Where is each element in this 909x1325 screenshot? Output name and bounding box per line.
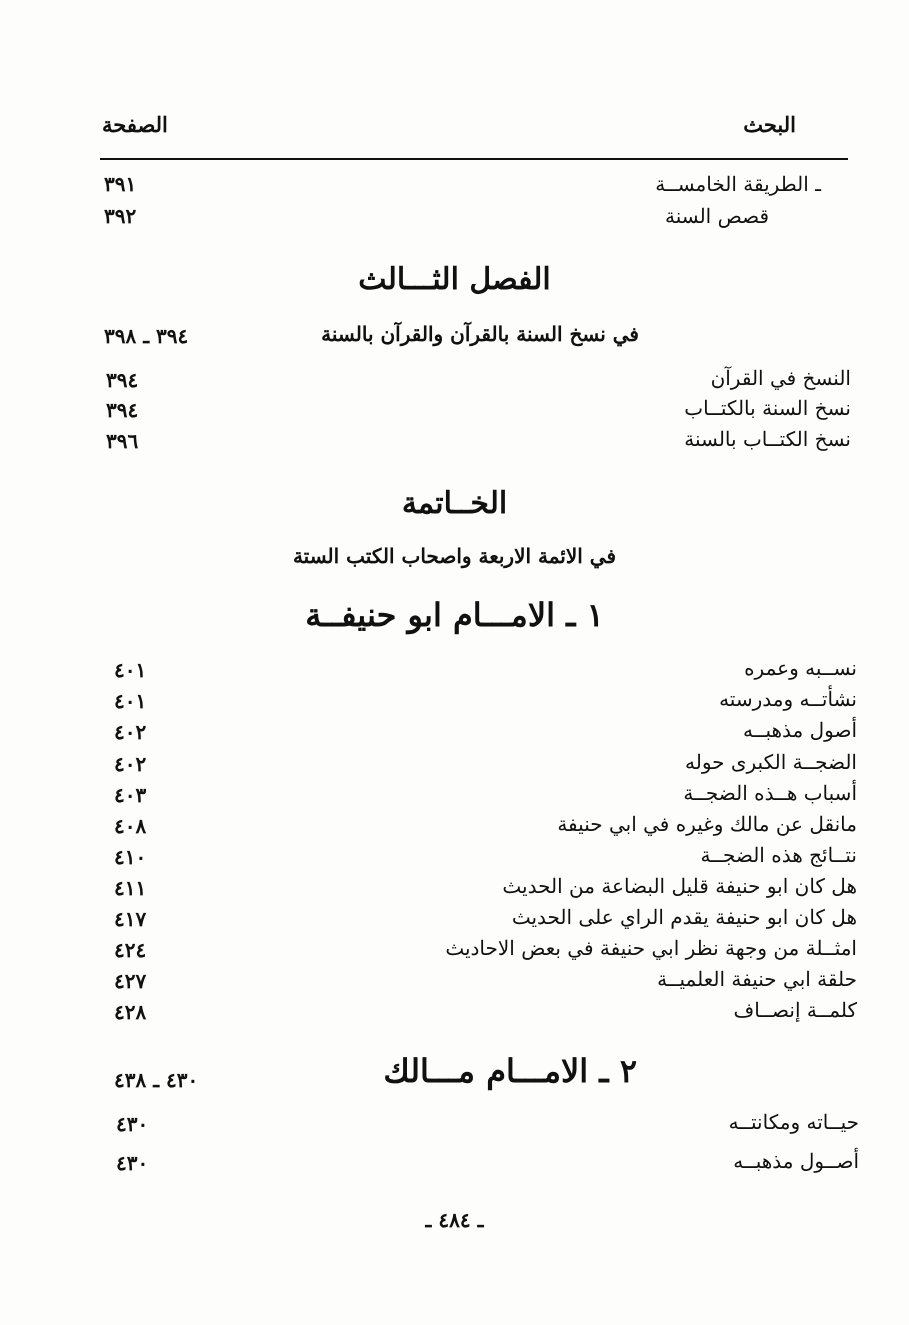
toc-entry-page: ٤٢٨ xyxy=(114,1000,147,1024)
toc-entry-title: نتــائج هذه الضجــة xyxy=(700,843,857,867)
toc-entry-title: كلمــة إنصــاف xyxy=(733,998,857,1022)
toc-entry-page: ٤٣٠ xyxy=(116,1151,149,1175)
header-divider xyxy=(100,158,848,160)
toc-entry-title: نســبه وعمره xyxy=(744,656,857,680)
toc-entry-title: هل كان ابو حنيفة قليل البضاعة من الحديث xyxy=(502,874,857,898)
toc-entry-page: ٤٠٣ xyxy=(114,783,147,807)
toc-entry-title: امثــلة من وجهة نظر ابي حنيفة في بعض الاحاديث xyxy=(445,936,857,960)
page-number: ـ ٤٨٤ ـ xyxy=(425,1208,484,1232)
chapter-page-range: ٣٩٤ ـ ٣٩٨ xyxy=(104,324,189,348)
toc-entry-title: نشأتــه ومدرسته xyxy=(719,687,857,711)
toc-entry-page: ٣٩١ xyxy=(104,172,137,196)
toc-entry-page: ٤٠١ xyxy=(114,689,147,713)
toc-entry-title: أصول مذهبــه xyxy=(743,718,857,742)
toc-entry-page: ٣٩٤ xyxy=(106,368,139,392)
chapter-subtitle: في نسخ السنة بالقرآن والقرآن بالسنة xyxy=(321,322,639,346)
toc-entry-page: ٤١٠ xyxy=(114,845,147,869)
page-column-header: الصفحة xyxy=(102,112,168,137)
imam-abu-hanifa-heading: ١ ـ الامـــام ابو حنيفــة xyxy=(305,596,604,634)
toc-entry-title: قصص السنة xyxy=(664,204,769,228)
toc-entry-page: ٤١١ xyxy=(114,876,147,900)
topic-column-header: البحث xyxy=(743,112,796,137)
toc-entry-page: ٤٢٧ xyxy=(114,969,147,993)
toc-entry-title: نسخ السنة بالكتــاب xyxy=(684,396,851,420)
imam-malik-heading: ٢ ـ الامـــام مـــالك xyxy=(383,1052,637,1090)
toc-entry-title: مانقل عن مالك وغيره في ابي حنيفة xyxy=(557,812,857,836)
toc-entry-page: ٤٣٠ xyxy=(116,1112,149,1136)
toc-entry-title: ـ الطريقة الخامســة xyxy=(655,172,821,196)
toc-entry-page: ٤٠٢ xyxy=(114,752,147,776)
toc-entry-title: الضجــة الكبرى حوله xyxy=(685,750,857,774)
chapter-title: الفصل الثـــالث xyxy=(358,262,551,297)
toc-entry-title: النسخ في القرآن xyxy=(710,366,851,390)
toc-entry-page: ٤٢٤ xyxy=(114,938,147,962)
toc-entry-page: ٤١٧ xyxy=(114,907,147,931)
toc-entry-title: حيــاته ومكانتــه xyxy=(728,1110,859,1134)
toc-entry-page: ٣٩٢ xyxy=(104,204,137,228)
conclusion-subtitle: في الائمة الاربعة واصحاب الكتب الستة xyxy=(292,544,617,568)
toc-entry-page: ٤٠٢ xyxy=(114,720,147,744)
chapter-page-range: ٤٣٠ ـ ٤٣٨ xyxy=(114,1068,199,1092)
toc-entry-page: ٤٠١ xyxy=(114,658,147,682)
toc-entry-title: أصــول مذهبــه xyxy=(733,1149,859,1173)
toc-entry-title: نسخ الكتــاب بالسنة xyxy=(684,427,851,451)
toc-entry-title: أسباب هــذه الضجــة xyxy=(683,781,857,805)
toc-entry-page: ٤٠٨ xyxy=(114,814,147,838)
toc-entry-page: ٣٩٤ xyxy=(106,398,139,422)
toc-entry-page: ٣٩٦ xyxy=(106,429,139,453)
conclusion-title: الخــاتمة xyxy=(401,486,508,521)
toc-entry-title: هل كان ابو حنيفة يقدم الراي على الحديث xyxy=(511,905,857,929)
toc-entry-title: حلقة ابي حنيفة العلميــة xyxy=(657,967,857,991)
